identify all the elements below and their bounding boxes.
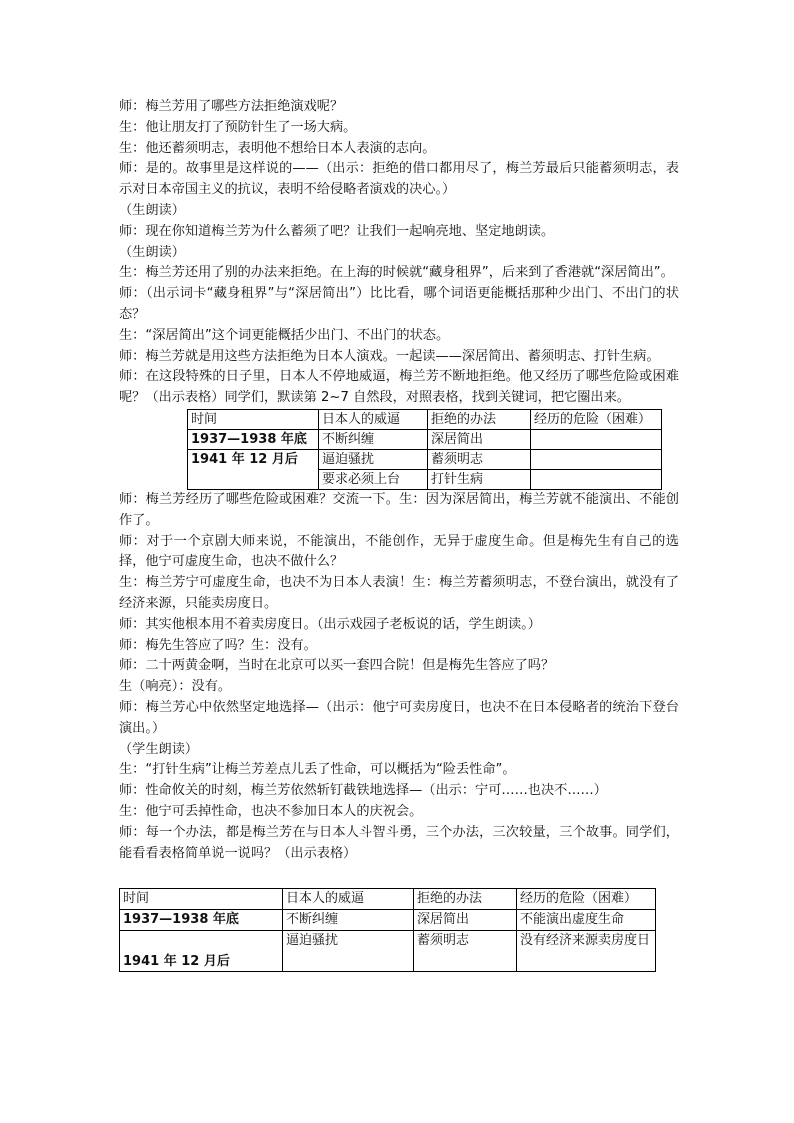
paragraph: 师：其实他根本用不着卖房度日。（出示戏园子老板说的话，学生朗读。） bbox=[119, 616, 541, 632]
table-header-row bbox=[120, 889, 656, 910]
paragraph: 师：梅兰芳用了哪些方法拒绝演戏呢？ bbox=[119, 99, 344, 114]
table-header-cell: 时间 bbox=[188, 409, 319, 429]
paragraph: 生：他宁可丢掉性命，也决不参加日本人的庆祝会。 bbox=[119, 803, 423, 819]
table-header-cell: 日本人的威逼 bbox=[283, 889, 414, 910]
paragraph: （生朗读） bbox=[119, 202, 185, 218]
table-cell: 逼迫骚扰 bbox=[283, 931, 414, 972]
table-cell: 没有经济来源卖房度日 bbox=[517, 931, 656, 972]
table-cell bbox=[531, 469, 662, 489]
table-cell: 蓄须明志 bbox=[428, 449, 531, 469]
paragraph: 师：（出示词卡“藏身租界”与“深居简出”）比比看，哪个词语更能概括那种少出门、不出门的状态？ bbox=[119, 286, 679, 322]
table-cell: 深居简出 bbox=[414, 910, 517, 931]
paragraph: 师：梅先生答应了吗？生：没有。 bbox=[119, 637, 317, 653]
table-header-cell: 时间 bbox=[120, 889, 283, 910]
table-cell-time: 1937—1938 年底 bbox=[188, 429, 319, 449]
table-cell bbox=[531, 429, 662, 449]
table-cell: 不断纠缠 bbox=[319, 429, 428, 449]
table-row bbox=[120, 910, 656, 931]
table-row bbox=[188, 429, 662, 449]
table-header-row bbox=[188, 409, 662, 429]
paragraph: 师：每一个办法，都是梅兰芳在与日本人斗智斗勇，三个办法，三次较量，三个故事。同学们，能看看表格简单说一说吗？（出示表格） bbox=[119, 824, 679, 861]
paragraph: 生（响亮）：没有。 bbox=[119, 679, 232, 695]
summary-table bbox=[119, 888, 656, 972]
paragraph: 师：性命攸关的时刻，梅兰芳依然斩钉截铁地选择—（出示：宁可……也决不……） bbox=[119, 783, 607, 799]
table-cell: 不断纠缠 bbox=[283, 910, 414, 931]
paragraph: 师：对于一个京剧大师来说，不能演出，不能创作，无异于虚度生命。但是梅先生有自己的选择，他宁可虚度生命，也决不做什么？ bbox=[119, 533, 679, 570]
paragraph: 师：梅兰芳经历了哪些危险或困难？交流一下。生：因为深居简出，梅兰芳就不能演出、不能创作了。 bbox=[119, 491, 679, 528]
table-cell bbox=[531, 449, 662, 469]
paragraph: （生朗读） bbox=[119, 244, 185, 260]
paragraph: 师：梅兰芳心中依然坚定地选择—（出示：他宁可卖房度日，也决不在日本侵略者的统治下登台演出。） bbox=[119, 699, 679, 736]
paragraph: 师：是的。故事里是这样说的——（出示：拒绝的借口都用尽了，梅兰芳最后只能蓄须明志，表示对日本帝国主义的抗议，表明不给侵略者演戏的决心。） bbox=[119, 161, 679, 198]
table-cell: 不能演出虚度生命 bbox=[517, 910, 656, 931]
table-cell-time: 1941 年 12 月后 bbox=[188, 449, 319, 489]
table-cell-time: 1941 年 12 月后 bbox=[120, 931, 283, 972]
paragraph: 生：梅兰芳还用了别的办法来拒绝。在上海的时候就“藏身租界”，后来到了香港就“深居简出”。 bbox=[119, 265, 674, 281]
table-header-cell: 经历的危险（困难） bbox=[517, 889, 656, 910]
table-row bbox=[188, 449, 662, 469]
paragraph: 生：他让朋友打了预防针生了一场大病。 bbox=[119, 119, 357, 135]
table-cell: 打针生病 bbox=[428, 469, 531, 489]
paragraph: 生：“深居简出”这个词更能概括少出门、不出门的状态。 bbox=[119, 327, 450, 343]
table-cell: 深居简出 bbox=[428, 429, 531, 449]
table-header-cell: 日本人的威逼 bbox=[319, 409, 428, 429]
paragraph: 师：在这段特殊的日子里，日本人不停地威逼，梅兰芳不断地拒绝。他又经历了哪些危险或困难呢？（出示表格）同学们，默读第 2~7 自然段，对照表格，找到关键词，把它圈出来。 bbox=[119, 369, 679, 406]
paragraph: 师：现在你知道梅兰芳为什么蓄须了吧？让我们一起响亮地、坚定地朗读。 bbox=[119, 223, 555, 239]
paragraph: 师：梅兰芳就是用这些方法拒绝为日本人演戏。一起读——深居简出、蓄须明志、打针生病。 bbox=[119, 348, 660, 364]
table-header-cell: 经历的危险（困难） bbox=[531, 409, 662, 429]
paragraph: 生：梅兰芳宁可虚度生命，也决不为日本人表演！生：梅兰芳蓄须明志，不登台演出，就没有了经济来源，只能卖房度日。 bbox=[119, 575, 679, 611]
document-body bbox=[119, 97, 679, 972]
table-cell: 逼迫骚扰 bbox=[319, 449, 428, 469]
table-header-cell: 拒绝的办法 bbox=[414, 889, 517, 910]
table-cell: 要求必须上台 bbox=[319, 469, 428, 489]
table-header-cell: 拒绝的办法 bbox=[428, 409, 531, 429]
paragraph: 师：二十两黄金啊，当时在北京可以买一套四合院！但是梅先生答应了吗？ bbox=[119, 658, 555, 674]
paragraph: （学生朗读） bbox=[119, 741, 199, 757]
paragraph: 生：“打针生病”让梅兰芳差点儿丢了性命，可以概括为“险丢性命”。 bbox=[119, 762, 516, 778]
paragraph: 生：他还蓄须明志，表明他不想给日本人表演的志向。 bbox=[119, 140, 436, 156]
table-cell-time: 1937—1938 年底 bbox=[120, 910, 283, 931]
table-row bbox=[120, 931, 656, 972]
events-table bbox=[187, 409, 662, 490]
table-cell: 蓄须明志 bbox=[414, 931, 517, 972]
